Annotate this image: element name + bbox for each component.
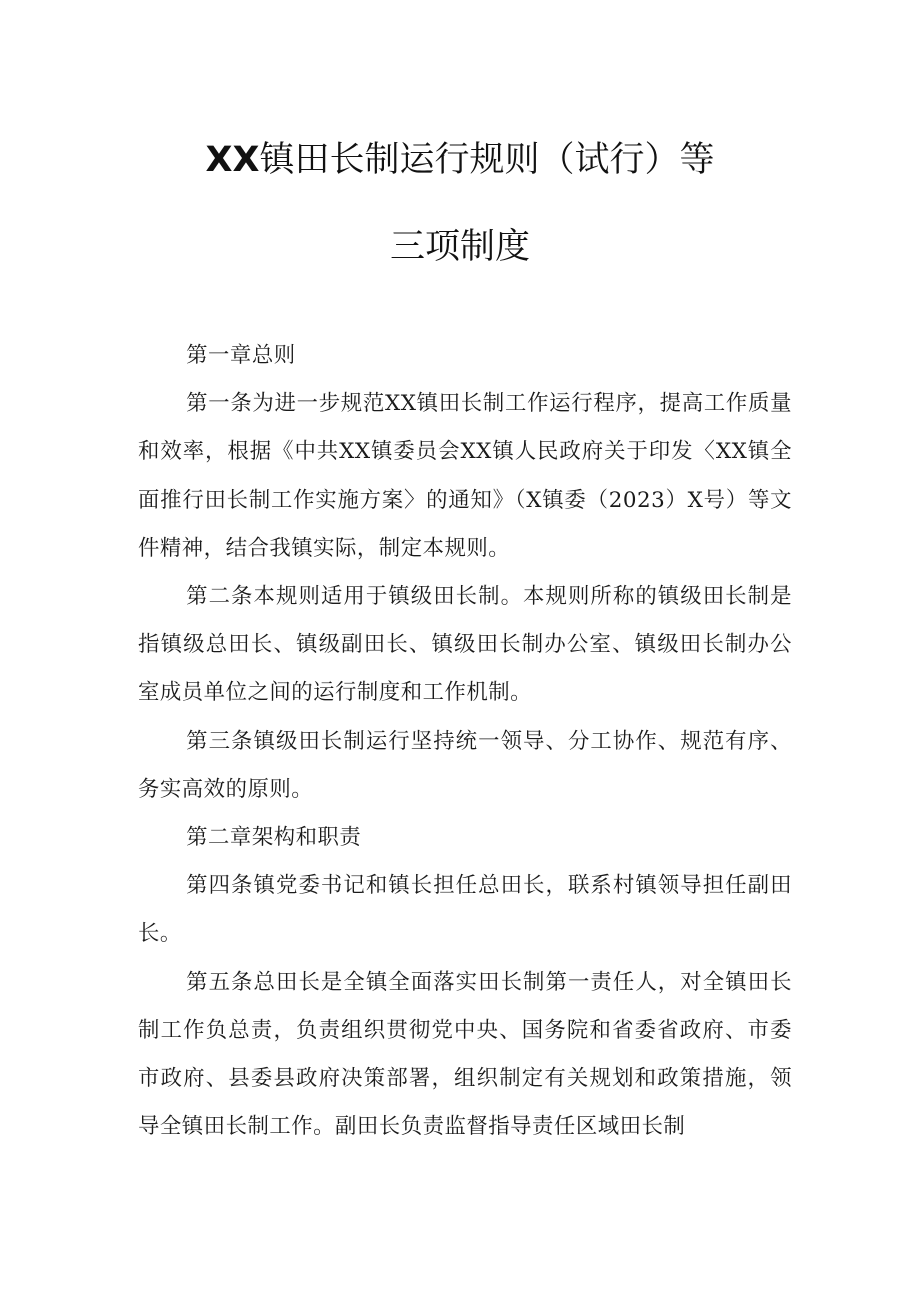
chapter-heading-1: 第一章总则	[186, 343, 296, 368]
article-5: 第五条总田长是全镇全面落实田长制第一责任人，对全镇田长制工作负总责，负责组织贯彻党中央、国务院和省委省政府、市委市政府、县委县政府决策部署，组织制定有关规划和政策措施，领导全镇田长制工作。副田长负责监督指导责任区域田长制	[138, 969, 792, 1140]
document-body	[138, 332, 792, 1151]
title-rest: 镇田长制运行规则（试行）等	[259, 140, 715, 180]
document-title-line-1	[0, 140, 920, 180]
article-1: 第一条为进一步规范XX镇田长制工作运行程序，提高工作质量和效率，根据《中共XX镇委员会XX镇人民政府关于印发〈XX镇全面推行田长制工作实施方案〉的通知》（X镇委（2023）X号）等文件精神，结合我镇实际，制定本规则。	[138, 391, 792, 561]
chapter-heading-2: 第二章架构和职责	[186, 825, 362, 851]
document-title-line-2: 三项制度	[389, 227, 530, 267]
article-2: 第二条本规则适用于镇级田长制。本规则所称的镇级田长制是指镇级总田长、镇级副田长、镇级田长制办公室、镇级田长制办公室成员单位之间的运行制度和工作机制。	[138, 584, 792, 706]
title-prefix: XX	[205, 140, 260, 180]
article-3: 第三条镇级田长制运行坚持统一领导、分工协作、规范有序、务实高效的原则。	[138, 728, 792, 802]
article-4: 第四条镇党委书记和镇长担任总田长，联系村镇领导担任副田长。	[138, 873, 792, 947]
